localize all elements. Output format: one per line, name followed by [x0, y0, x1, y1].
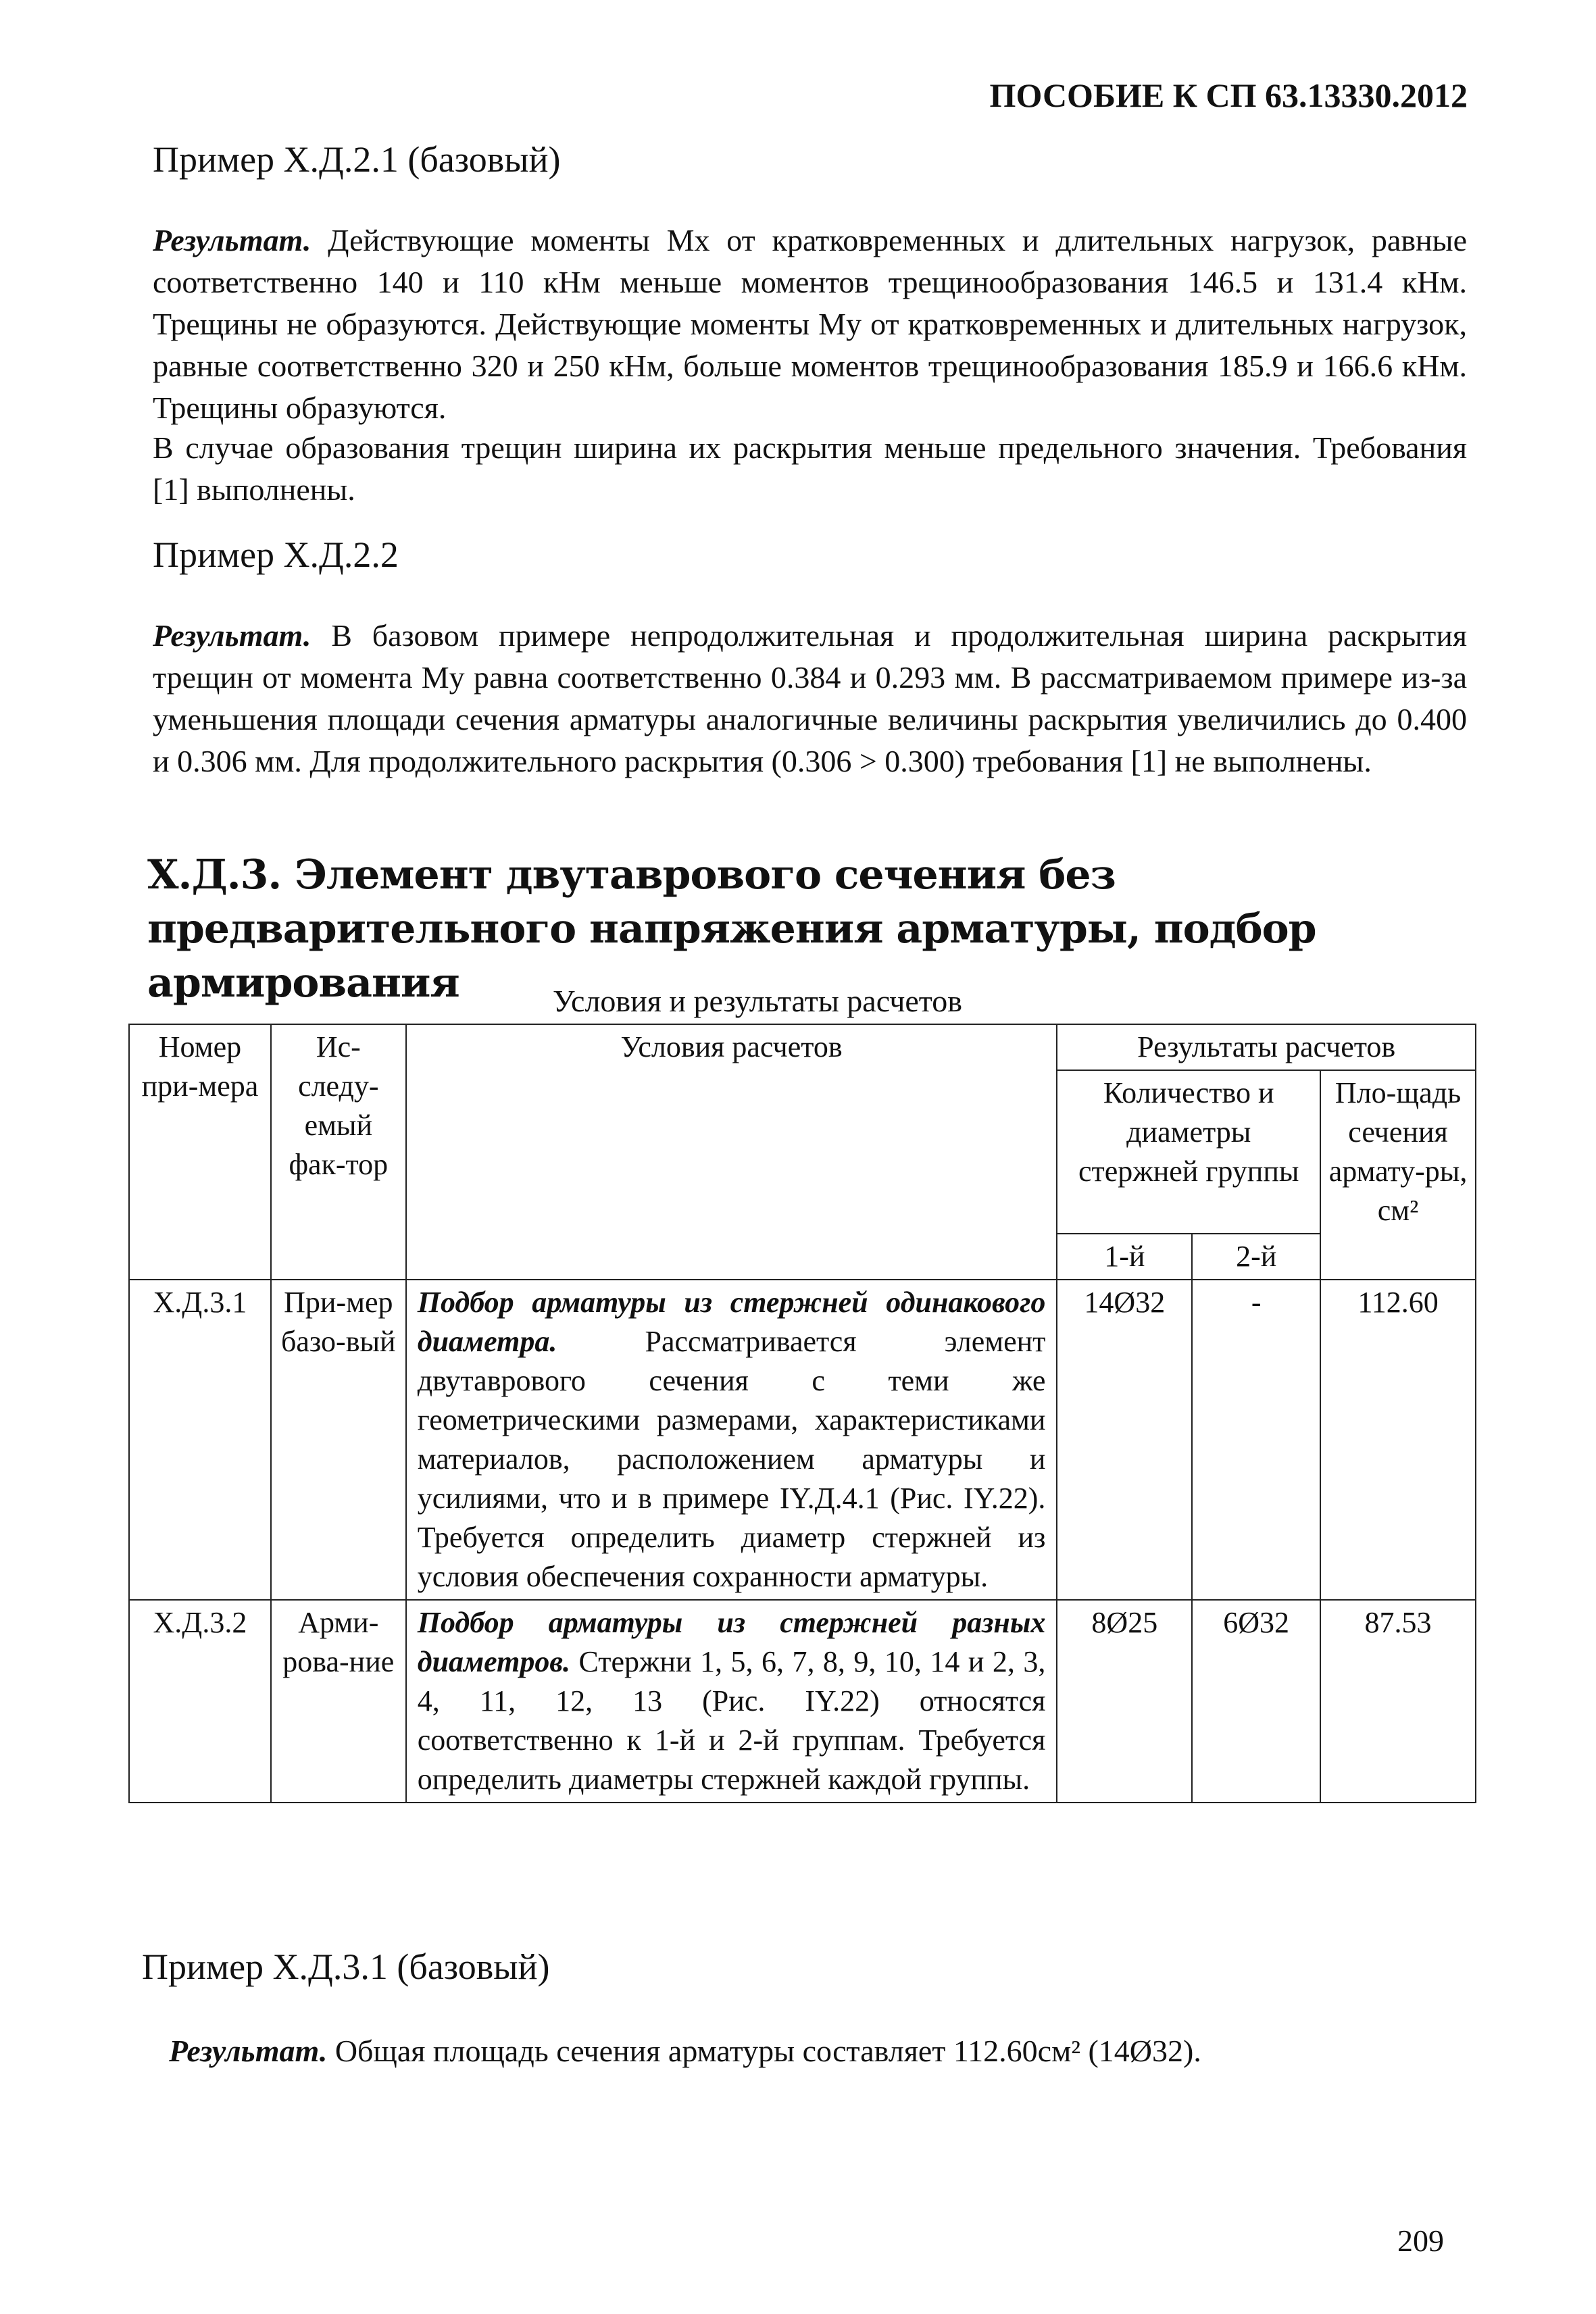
example-title-xd31: Пример Х.Д.3.1 (базовый) [142, 1946, 550, 1987]
header-group-2: 2-й [1192, 1234, 1320, 1280]
section-heading: Х.Д.3. Элемент двутаврового сечения без предварительного напряжения арматуры, подбор армирования [147, 851, 1316, 1007]
table-caption: Условия и результаты расчетов [553, 984, 962, 1018]
paragraph-result-xd31 [169, 2030, 1483, 2072]
cell-group-1: 14Ø32 [1057, 1280, 1192, 1600]
cell-conditions-lead: Подбор арматуры из стержней одинакового диаметра. [417, 1286, 1046, 1358]
cell-example-number: Х.Д.3.1 [129, 1280, 271, 1600]
result-label: Результат. [169, 2034, 328, 2068]
cell-conditions-text: Рассматривается элемент двутаврового сечения с теми же геометрическими размерами, характеристиками материалов, расположением арматуры и усилиями, что и в примере IY.Д.4.1 (Рис. IY.22). Требуется определить диаметр стержней из условия обеспечения сохранности арматуры. [417, 1325, 1046, 1593]
cell-conditions-lead: Подбор арматуры из стержней разных диаметров. [417, 1606, 1046, 1678]
header-factor: Ис-следу-емый фак-тор [271, 1024, 406, 1280]
cell-conditions [406, 1600, 1057, 1803]
cell-area: 87.53 [1320, 1600, 1476, 1803]
cell-factor: Арми-рова-ние [271, 1600, 406, 1803]
paragraph-text: Действующие моменты Mx от кратковременных и длительных нагрузок, равные соответственно 140 и 110 кНм меньше моментов трещинообразования 146.5 и 131.4 кНм. Трещины не образуются. Действующие моменты My от кратковременных и длительных нагрузок, равные соответственно 320 и 250 кНм, больше моментов трещинообразования 185.9 и 166.6 кНм. Трещины образуются. [153, 223, 1468, 425]
header-results: Результаты расчетов [1057, 1024, 1476, 1070]
table-row [129, 1280, 1476, 1600]
page-number: 209 [1397, 2223, 1444, 2258]
paragraph-text: В базовом примере непродолжительная и продолжительная ширина раскрытия трещин от момента My равна соответственно 0.384 и 0.293 мм. В рассматриваемом примере из-за уменьшения площади сечения арматуры аналогичные величины раскрытия увеличились до 0.400 и 0.306 мм. Для продолжительного раскрытия (0.306 > 0.300) требования [1] не выполнены. [153, 618, 1467, 778]
cell-group-1: 8Ø25 [1057, 1600, 1192, 1803]
header-bar-count: Количество и диаметры стержней группы [1057, 1070, 1320, 1234]
table-header-row [129, 1024, 1476, 1070]
cell-conditions [406, 1280, 1057, 1600]
header-example-number: Номер при-мера [129, 1024, 271, 1280]
paragraph-requirements: В случае образования трещин ширина их раскрытия меньше предельного значения. Требования [1] выполнены. [153, 430, 1467, 507]
cell-group-2: - [1192, 1280, 1320, 1600]
cell-factor: При-мер базо-вый [271, 1280, 406, 1600]
result-label: Результат. [153, 618, 311, 653]
table-row [129, 1600, 1476, 1803]
running-header: ПОСОБИЕ К СП 63.13330.2012 [989, 76, 1468, 114]
example-title-xd22: Пример Х.Д.2.2 [153, 534, 399, 575]
cell-group-2: 6Ø32 [1192, 1600, 1320, 1803]
paragraph-result-xd21 [153, 220, 1467, 429]
cell-conditions-text: Стержни 1, 5, 6, 7, 8, 9, 10, 14 и 2, 3, 4, 11, 12, 13 (Рис. IY.22) относятся соответственно к 1-й и 2-й группам. Требуется определить диаметры стержней каждой группы. [417, 1645, 1046, 1796]
cell-example-number: Х.Д.3.2 [129, 1600, 271, 1803]
header-section-area: Пло-щадь сечения армату-ры, см² [1320, 1070, 1476, 1280]
header-group-1: 1-й [1057, 1234, 1192, 1280]
result-label: Результат. [153, 223, 311, 257]
conditions-results-table [128, 1024, 1476, 1803]
paragraph-result-xd22 [153, 615, 1467, 782]
example-title-xd21: Пример Х.Д.2.1 (базовый) [153, 139, 561, 180]
header-conditions: Условия расчетов [406, 1024, 1057, 1280]
paragraph-text: Общая площадь сечения арматуры составляет 112.60см² (14Ø32). [334, 2034, 1201, 2068]
cell-area: 112.60 [1320, 1280, 1476, 1600]
